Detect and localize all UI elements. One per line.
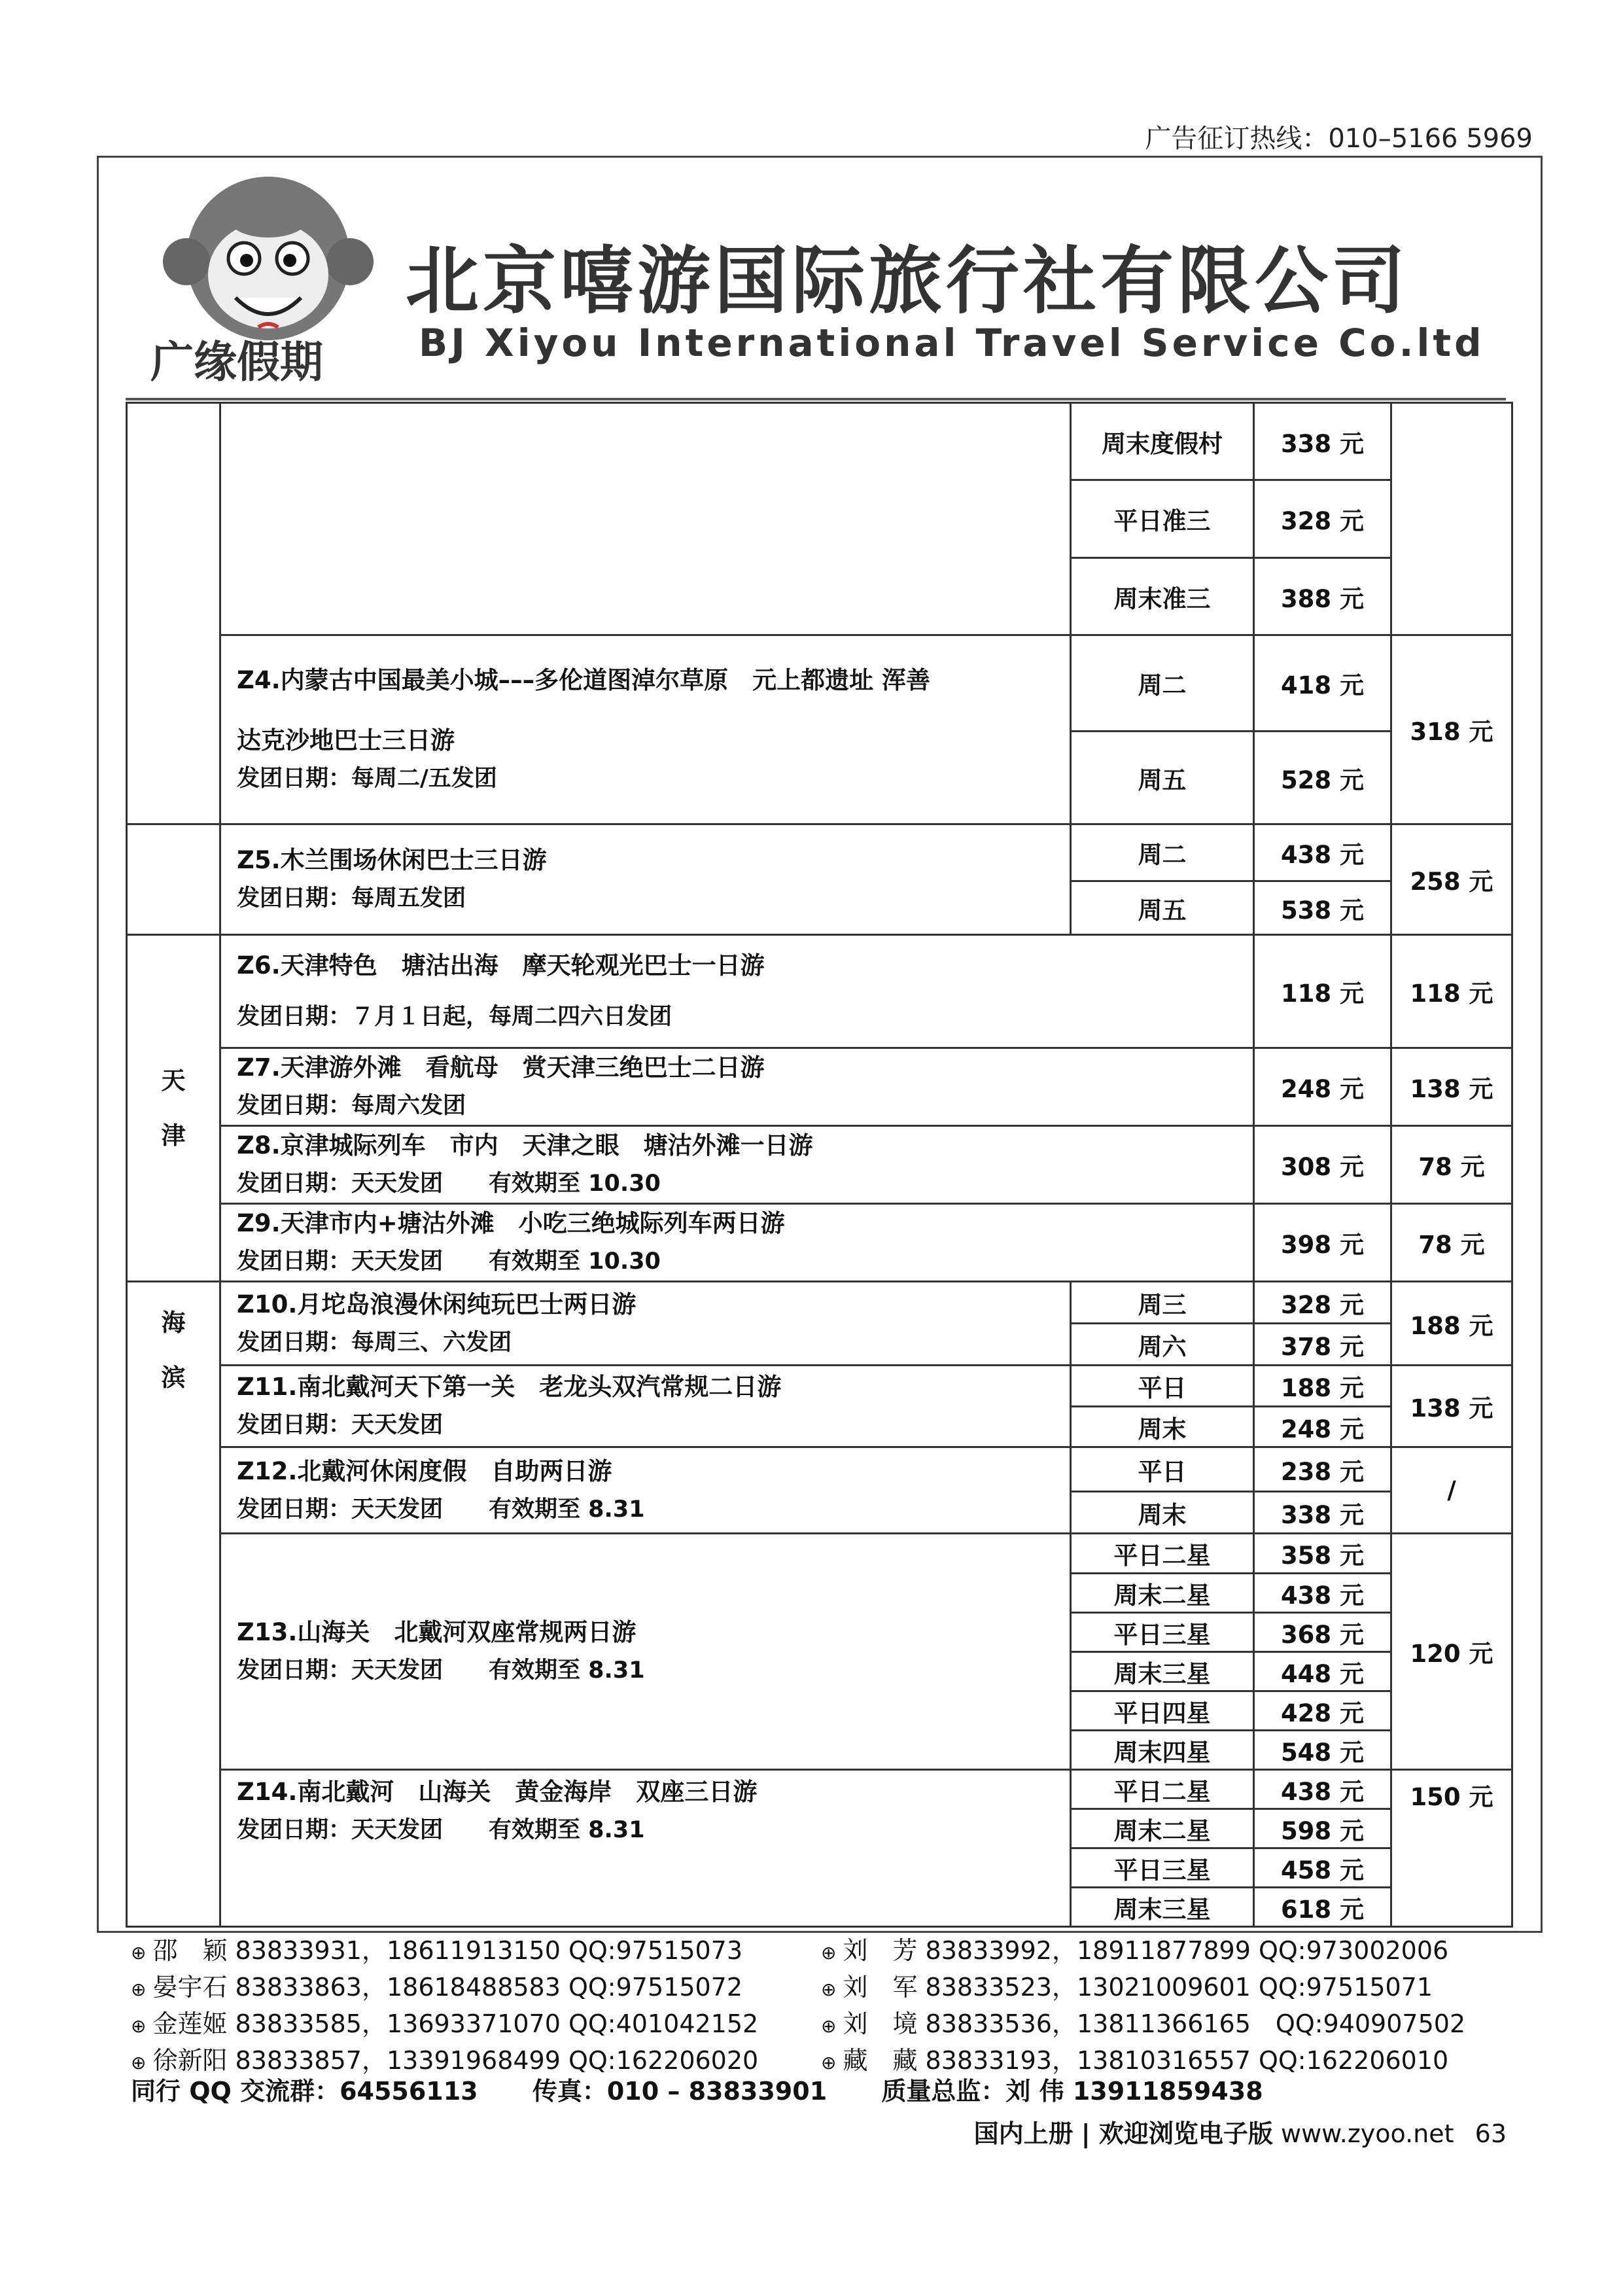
type-cell: 平日 [1071,1366,1254,1407]
tour-desc [220,824,1071,935]
price-cell: 548 元 [1254,1731,1391,1770]
contact-entry: 邵 颖 83833931，18611913150 QQ:97515073 [152,1936,743,1965]
type-cell: 平日二星 [1071,1770,1254,1809]
table-row [127,1126,1512,1204]
price-cell: 248 元 [1254,1048,1391,1126]
contact-bullet-icon: ⊕ [131,1979,147,2000]
tour-title: Z8.京津城际列车 市内 天津之眼 塘沽外滩一日游 [237,1131,813,1159]
type-cell: 平日 [1071,1447,1254,1492]
tour-date: 发团日期：每周二/五发团 [237,766,497,792]
type-cell: 周末 [1071,1492,1254,1534]
contact-bullet-icon: ⊕ [821,2052,837,2074]
section-name: 国内上册 [973,2119,1073,2148]
tour-title: Z6.天津特色 塘沽出海 摩天轮观光巴士一日游 [237,951,765,980]
price-cell: 358 元 [1254,1534,1391,1574]
contact-entry: 金莲姬 83833585，13693371070 QQ:401042152 [152,2009,759,2038]
table-row [127,1048,1512,1126]
table-row [127,1282,1512,1324]
contact-row [131,1970,1537,2007]
tour-title: Z4.内蒙古中国最美小城–––多伦道图淖尔草原 元上都遗址 浑善 [237,666,931,694]
tour-date: 发团日期：天天发团 有效期至 10.30 [237,1171,661,1197]
tour-desc [220,1204,1254,1282]
price-cell: 398 元 [1254,1204,1391,1282]
tour-date: 发团日期：７月１日起，每周二四六日发团 [237,1004,672,1030]
tour-date: 发团日期：天天发团 有效期至 10.30 [237,1248,661,1275]
price-cell: 458 元 [1254,1848,1391,1888]
type-cell: 周末四星 [1071,1731,1254,1770]
tour-title-cont: 达克沙地巴士三日游 [237,726,455,754]
quality-director: 质量总监：刘 伟 13911859438 [881,2077,1263,2106]
tour-title: Z7.天津游外滩 看航母 赏天津三绝巴士二日游 [237,1053,765,1082]
region-cell [127,824,220,935]
type-cell: 平日三星 [1071,1848,1254,1888]
type-cell: 周末二星 [1071,1809,1254,1848]
price-cell: 438 元 [1254,824,1391,881]
price-cell: 428 元 [1254,1691,1391,1731]
price2-cell [1391,403,1512,635]
footer-info [131,2071,1309,2107]
price2-cell: 120 元 [1391,1534,1512,1770]
ad-hotline: 广告征订热线：010–5166 5969 [1145,124,1533,154]
table-row [127,1770,1512,1809]
table-row [127,635,1512,732]
page-footer [974,2113,1507,2149]
desc-cell-empty [220,403,1071,635]
region-label-tianjin: 天 津 [127,935,220,1282]
type-cell: 平日四星 [1071,1691,1254,1731]
tour-title: Z11.南北戴河天下第一关 老龙头双汽常规二日游 [237,1373,782,1401]
price-cell: 338 元 [1254,403,1391,480]
tour-desc [220,1447,1071,1534]
tour-date: 发团日期：每周五发团 [237,885,466,911]
tour-desc [220,1048,1254,1126]
price-cell: 308 元 [1254,1126,1391,1204]
price2-cell: 318 元 [1391,635,1512,824]
tour-date: 发团日期：天天发团 有效期至 8.31 [237,1657,645,1684]
price-cell: 438 元 [1254,1574,1391,1613]
tour-date: 发团日期：天天发团 有效期至 8.31 [237,1496,645,1523]
price-cell: 438 元 [1254,1770,1391,1809]
table-row [127,1534,1512,1574]
tour-desc [220,635,1071,824]
price-cell: 328 元 [1254,1282,1391,1324]
header-divider [126,398,1506,400]
price-cell: 528 元 [1254,732,1391,824]
contact-entry: 刘 境 83833536，13811366165 QQ:940907502 [843,2009,1466,2038]
type-cell: 周二 [1071,824,1254,881]
tour-desc [220,1366,1071,1447]
company-name-en: BJ Xiyou International Travel Service Co.ltd [419,321,1485,365]
price-cell: 388 元 [1254,558,1391,635]
type-cell: 周三 [1071,1282,1254,1324]
contact-bullet-icon: ⊕ [131,1942,147,1964]
tour-desc [220,1770,1071,1927]
tour-desc [220,1534,1071,1770]
brand-name: 广缘假期 [150,336,323,387]
type-cell: 周五 [1071,881,1254,935]
contact-bullet-icon: ⊕ [131,2052,147,2074]
table-row [127,1204,1512,1282]
table-row [127,935,1512,1048]
contact-row [131,2007,1537,2043]
price-cell: 378 元 [1254,1324,1391,1366]
table-row [127,403,1512,480]
tour-title: Z14.南北戴河 山海关 黄金海岸 双座三日游 [237,1778,758,1806]
price-cell: 238 元 [1254,1447,1391,1492]
price-cell: 538 元 [1254,881,1391,935]
region-cell [127,403,220,824]
type-cell: 周末三星 [1071,1652,1254,1691]
contact-entry: 晏宇石 83833863，18618488583 QQ:97515072 [152,1973,743,2002]
type-cell: 周末 [1071,1407,1254,1447]
type-cell: 平日三星 [1071,1613,1254,1652]
price2-cell: 78 元 [1391,1204,1512,1282]
price-cell: 448 元 [1254,1652,1391,1691]
price2-cell: 138 元 [1391,1048,1512,1126]
price-cell: 188 元 [1254,1366,1391,1407]
type-cell: 周末度假村 [1071,403,1254,480]
fax: 传真：010 – 83833901 [532,2077,828,2106]
type-cell: 平日二星 [1071,1534,1254,1574]
price2-cell: 118 元 [1391,935,1512,1048]
table-row [127,1366,1512,1407]
table-row [127,824,1512,881]
type-cell: 周五 [1071,732,1254,824]
type-cell: 周末三星 [1071,1888,1254,1927]
table-row [127,1447,1512,1492]
company-name-cn: 北京嘻游国际旅行社有限公司 [406,239,1409,324]
tour-date: 发团日期：天天发团 有效期至 8.31 [237,1817,645,1843]
tour-date: 发团日期：每周三、六发团 [237,1329,512,1356]
contact-entry: 藏 藏 83833193，13810316557 QQ:162206010 [843,2046,1449,2075]
region-label-haibin: 海 滨 [127,1282,220,1927]
page-number: 63 [1475,2119,1507,2148]
website-link[interactable]: www.zyoo.net [1281,2119,1454,2148]
type-cell: 周二 [1071,635,1254,732]
price-cell: 368 元 [1254,1613,1391,1652]
tour-desc [220,1282,1071,1366]
contact-bullet-icon: ⊕ [131,2015,147,2037]
tour-desc [220,1126,1254,1204]
price2-cell: / [1391,1447,1512,1534]
price2-cell: 78 元 [1391,1126,1512,1204]
tour-title: Z10.月坨岛浪漫休闲纯玩巴士两日游 [237,1290,637,1318]
separator: | [1081,2119,1099,2148]
price-cell: 248 元 [1254,1407,1391,1447]
contact-bullet-icon: ⊕ [821,1979,837,2000]
tour-date: 发团日期：每周六发团 [237,1093,466,1119]
price-cell: 618 元 [1254,1888,1391,1927]
contact-bullet-icon: ⊕ [821,1942,837,1964]
tour-date: 发团日期：天天发团 [237,1412,444,1438]
price2-cell: 138 元 [1391,1366,1512,1447]
tour-price-table [126,402,1513,1928]
tour-desc [220,935,1254,1048]
price2-cell: 150 元 [1391,1770,1512,1927]
tour-title: Z13.山海关 北戴河双座常规两日游 [237,1618,637,1646]
price-cell: 598 元 [1254,1809,1391,1848]
price2-cell: 188 元 [1391,1282,1512,1366]
contact-entry: 徐新阳 83833857，13391968499 QQ:162206020 [152,2046,759,2075]
type-cell: 周末准三 [1071,558,1254,635]
contact-row [131,1934,1537,1970]
tour-title: Z9.天津市内+塘沽外滩 小吃三绝城际列车两日游 [237,1209,785,1237]
contact-list [131,1934,1537,2080]
contact-entry: 刘 芳 83833992，18911877899 QQ:973002006 [843,1936,1449,1965]
qq-group: 同行 QQ 交流群：64556113 [131,2077,478,2106]
price-cell: 418 元 [1254,635,1391,732]
tour-title: Z5.木兰围场休闲巴士三日游 [237,846,547,874]
price-cell: 328 元 [1254,480,1391,558]
type-cell: 周六 [1071,1324,1254,1366]
type-cell: 平日准三 [1071,480,1254,558]
contact-entry: 刘 军 83833523，13021009601 QQ:97515071 [843,1973,1433,2002]
price-cell: 118 元 [1254,935,1391,1048]
type-cell: 周末二星 [1071,1574,1254,1613]
price-cell: 338 元 [1254,1492,1391,1534]
welcome-text: 欢迎浏览电子版 [1098,2119,1273,2148]
contact-bullet-icon: ⊕ [821,2015,837,2037]
tour-title: Z12.北戴河休闲度假 自助两日游 [237,1457,612,1485]
price2-cell: 258 元 [1391,824,1512,935]
